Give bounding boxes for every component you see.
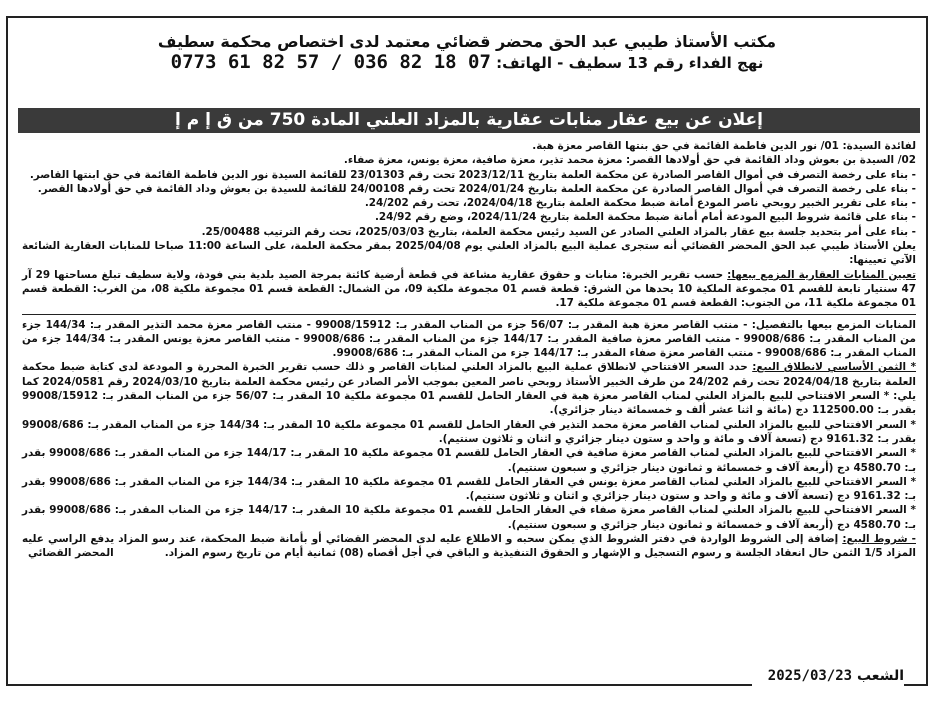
address-text: نهج الفداء رقم 13 سطيف - الهاتف:: [496, 54, 764, 72]
sale-conditions-text: إضافة إلى الشروط الواردة في دفتر الشروط الذي يمكن سحبه و الاطلاع عليه لدى المحضر القضائي أو بأمانة ضبط المحكمة، عند رسو المزاد يدفع الراسي عليه المزاد 1/5 الثمن حال انعقاد الجلسة و رسوم التسجيل و الإشهار و الحقوق التنفيذية و الباقي في أجل أقصاه (08) ثمانية أيام من تاريخ رسوم المزاد.: [22, 533, 916, 560]
divider: [22, 314, 916, 315]
paragraph-license-2: - بناء على رخصة التصرف في أموال القاصر الصادرة عن محكمة العلمة بتاريخ 2024/01/24 تحت رقم 24/00108 للقائمة للسيدة بن بعوش وداد القائمة في حق أولادها القصر.: [37, 182, 916, 195]
paragraph-price-2: * السعر الافتتاحي للبيع بالمزاد العلني لمناب القاصر معزة محمد التذير في العقار الحامل للقسم 01 مجموعة ملكية 10 المقدر بـ: 144/34 جزء من المناب المقدر بـ: 99008/686 بقدر بـ: 9161.32 دج (تسعة آلاف و مائة و واحد و ستون دينار جزائري و اثنان و ثلاثون سنتيم).: [22, 418, 916, 445]
publication-date: 2025/03/23: [767, 668, 853, 684]
phone-number: 0773 61 82 57 / 036 82 18 07: [170, 51, 491, 73]
paragraph-beneficiary: لفائدة السيدة: 01/ نور الدين فاطمة القائمة في حق بنتها القاصر معزة هبة.: [532, 140, 916, 152]
paragraph-price-4: * السعر الافتتاحي للبيع بالمزاد العلني لمناب القاصر معزة يونس في العقار الحامل للقسم 01 مجموعة ملكية 10 المقدر بـ: 144/34 جزء من المناب المقدر بـ: 99008/686 بقدر بـ: 9161.32 دج (تسعة آلاف و مائة و واحد و ستون دينار جزائري و اثنان و ثلاثون سنتيم).: [22, 475, 917, 503]
bailiff-signature: المحضر القضائي: [28, 547, 114, 560]
paragraph-license-1: - بناء على رخصة التصرف في أموال القاصر الصادرة عن محكمة العلمة بتاريخ 2023/12/11 تحت رقم 23/01303 للقائمة السيدة نور الدين فاطمة القائمة في حق ابنتها القاصر.: [29, 168, 916, 181]
paragraph-beneficiary-2: 02/ السيدة بن بعوش وداد القائمة في حق أولادها القصر: معزة محمد تذير، معزة صافية، معزة يونس، معزة صفاء.: [343, 154, 916, 167]
newspaper-name: الشعب: [856, 668, 904, 684]
paragraph-conditions-list: - بناء على قائمة شروط البيع المودعة أمام أمانة ضبط محكمة العلمة بتاريخ 2024/11/24، وضع رقم 24/92.: [374, 211, 916, 224]
announcement-title: إعلان عن بيع عقار منابات عقارية بالمزاد العلني المادة 750 من ق إ م إ: [18, 108, 920, 133]
sale-conditions-label: - شروط البيع:: [842, 533, 916, 546]
paragraph-expert-report: - بناء على تقرير الخبير روبحي ناصر المودع أمانة ضبط محكمة العلمة بتاريخ 2024/04/18، تحت رقم 24/202.: [364, 197, 916, 210]
paragraph-session-order: - بناء على أمر بتحديد جلسة بيع عقار بالمزاد العلني الصادر عن السيد رئيس محكمة العلمة، بتاريخ 2025/03/03، تحت رقم الترتيب 25/00488.: [201, 225, 916, 238]
header: [8, 32, 926, 73]
base-price-text: حدد السعر الافتتاحي لانطلاق عملية البيع بالمزاد العلني لمنابات القاصر و ذلك حسب تقرير الخبرة المحررة و المودعة لدى كتابة ضبط محكمة العلمة بتاريخ 2024/04/18 تحت رقم 24/202 من طرف الخبير الأستاذ روبحي ناصر المعين بموجب الأمر الصادر عن رئيس محكمة العلمة بتاريخ 2024/03/10 رقم 2024/0581 كما يلي: * السعر الافتتاحي للبيع بالمزاد العلني لمناب القاصر معزة هبة في العقار الحامل للقسم 01 مجموعة ملكية 10 المقدر بـ: 56/07 جزء من المناب المقدر بـ: 99008/15912 بقدر بـ: 112500.00 دج (مائة و اثنا عشر ألف و خمسمائة دينار جزائري).: [22, 361, 916, 417]
property-designation-label: تعيين المنابات العقارية المزمع بيعها:: [727, 268, 916, 281]
announcement-body: [22, 139, 916, 561]
paragraph-sale-date: يعلن الأستاذ طيبي عبد الحق المحضر القضائي أنه ستجرى عملية البيع بالمزاد العلني يوم 2025/04/08 بمقر محكمة العلمة، على الساعة 11:00 صباحا للمنابات العقارية الشائعة الآتي تعيينها:: [22, 240, 916, 267]
office-name: مكتب الأستاذ طيبي عبد الحق محضر قضائي معتمد لدى اختصاص محكمة سطيف: [157, 32, 777, 51]
announcement-frame: [6, 16, 928, 686]
office-address: [8, 51, 926, 73]
paragraph-price-5: * السعر الافتتاحي للبيع بالمزاد العلني لمناب القاصر معزة صفاء في العقار الحامل للقسم 01 مجموعة ملكية 10 المقدر بـ: 144/17 جزء من المناب المقدر بـ: 99008/686 بقدر بـ: 4580.70 دج (أربعة آلاف و خمسمائة و ثمانون دينار جزائري و سبعون سنتيم).: [22, 504, 916, 531]
publication-footer: [752, 666, 904, 686]
paragraph-base-price: [22, 360, 916, 417]
paragraph-sale-conditions: [22, 532, 916, 561]
base-price-label: * الثمن الأساسي لانطلاق البيع:: [752, 361, 917, 374]
paragraph-price-3: * السعر الافتتاحي للبيع بالمزاد العلني لمناب القاصر معزة صافية في العقار الحامل للقسم 01 مجموعة ملكية 10 المقدر بـ: 144/17 جزء من المناب المقدر بـ: 99008/686 بقدر بـ: 4580.70 دج (أربعة آلاف و خمسمائة و ثمانون دينار جزائري و سبعون سنتيم).: [22, 447, 916, 474]
paragraph-property-designation: [22, 268, 916, 311]
paragraph-shares-detail: المنابات المزمع بيعها بالتفصيل: - منتب القاصر معزة هبة المقدر بـ: 56/07 جزء من المناب المقدر بـ: 99008/15912 - منتب القاصر معزة محمد التذير المقدر بـ: 144/34 جزء من المناب المقدر بـ: 99008/686 - منتب القاصر معزة صافية المقدر بـ: 144/17 جزء من المناب المقدر بـ: 99008/686 - منتب القاصر معزة يونس المقدر بـ: 144/34 جزء من المناب المقدر بـ: 99008/686 - منتب القاصر معزة صفاء المقدر بـ: 144/17 جزء من المناب المقدر بـ: 99008/686.: [22, 318, 916, 360]
property-designation-text: حسب تقرير الخبرة: منابات و حقوق عقارية مشاعة في قطعة أرضية كائنة بمرجة الصيد بلدية بني فودة، ولاية سطيف تبلغ مساحتها 29 آر 47 سنتيار تابعة للقسم 01 مجموعة الملكية 10 يحدها من الشرق: قطعة قسم 01 مجموعة ملكية 09، من الشمال: القطعة قسم 01 مجموعة ملكية 08، من الغرب: القطعة قسم 01 مجموعة ملكية 11، من الجنوب: القطعة قسم 01 مجموعة ملكية 17.: [22, 268, 916, 310]
